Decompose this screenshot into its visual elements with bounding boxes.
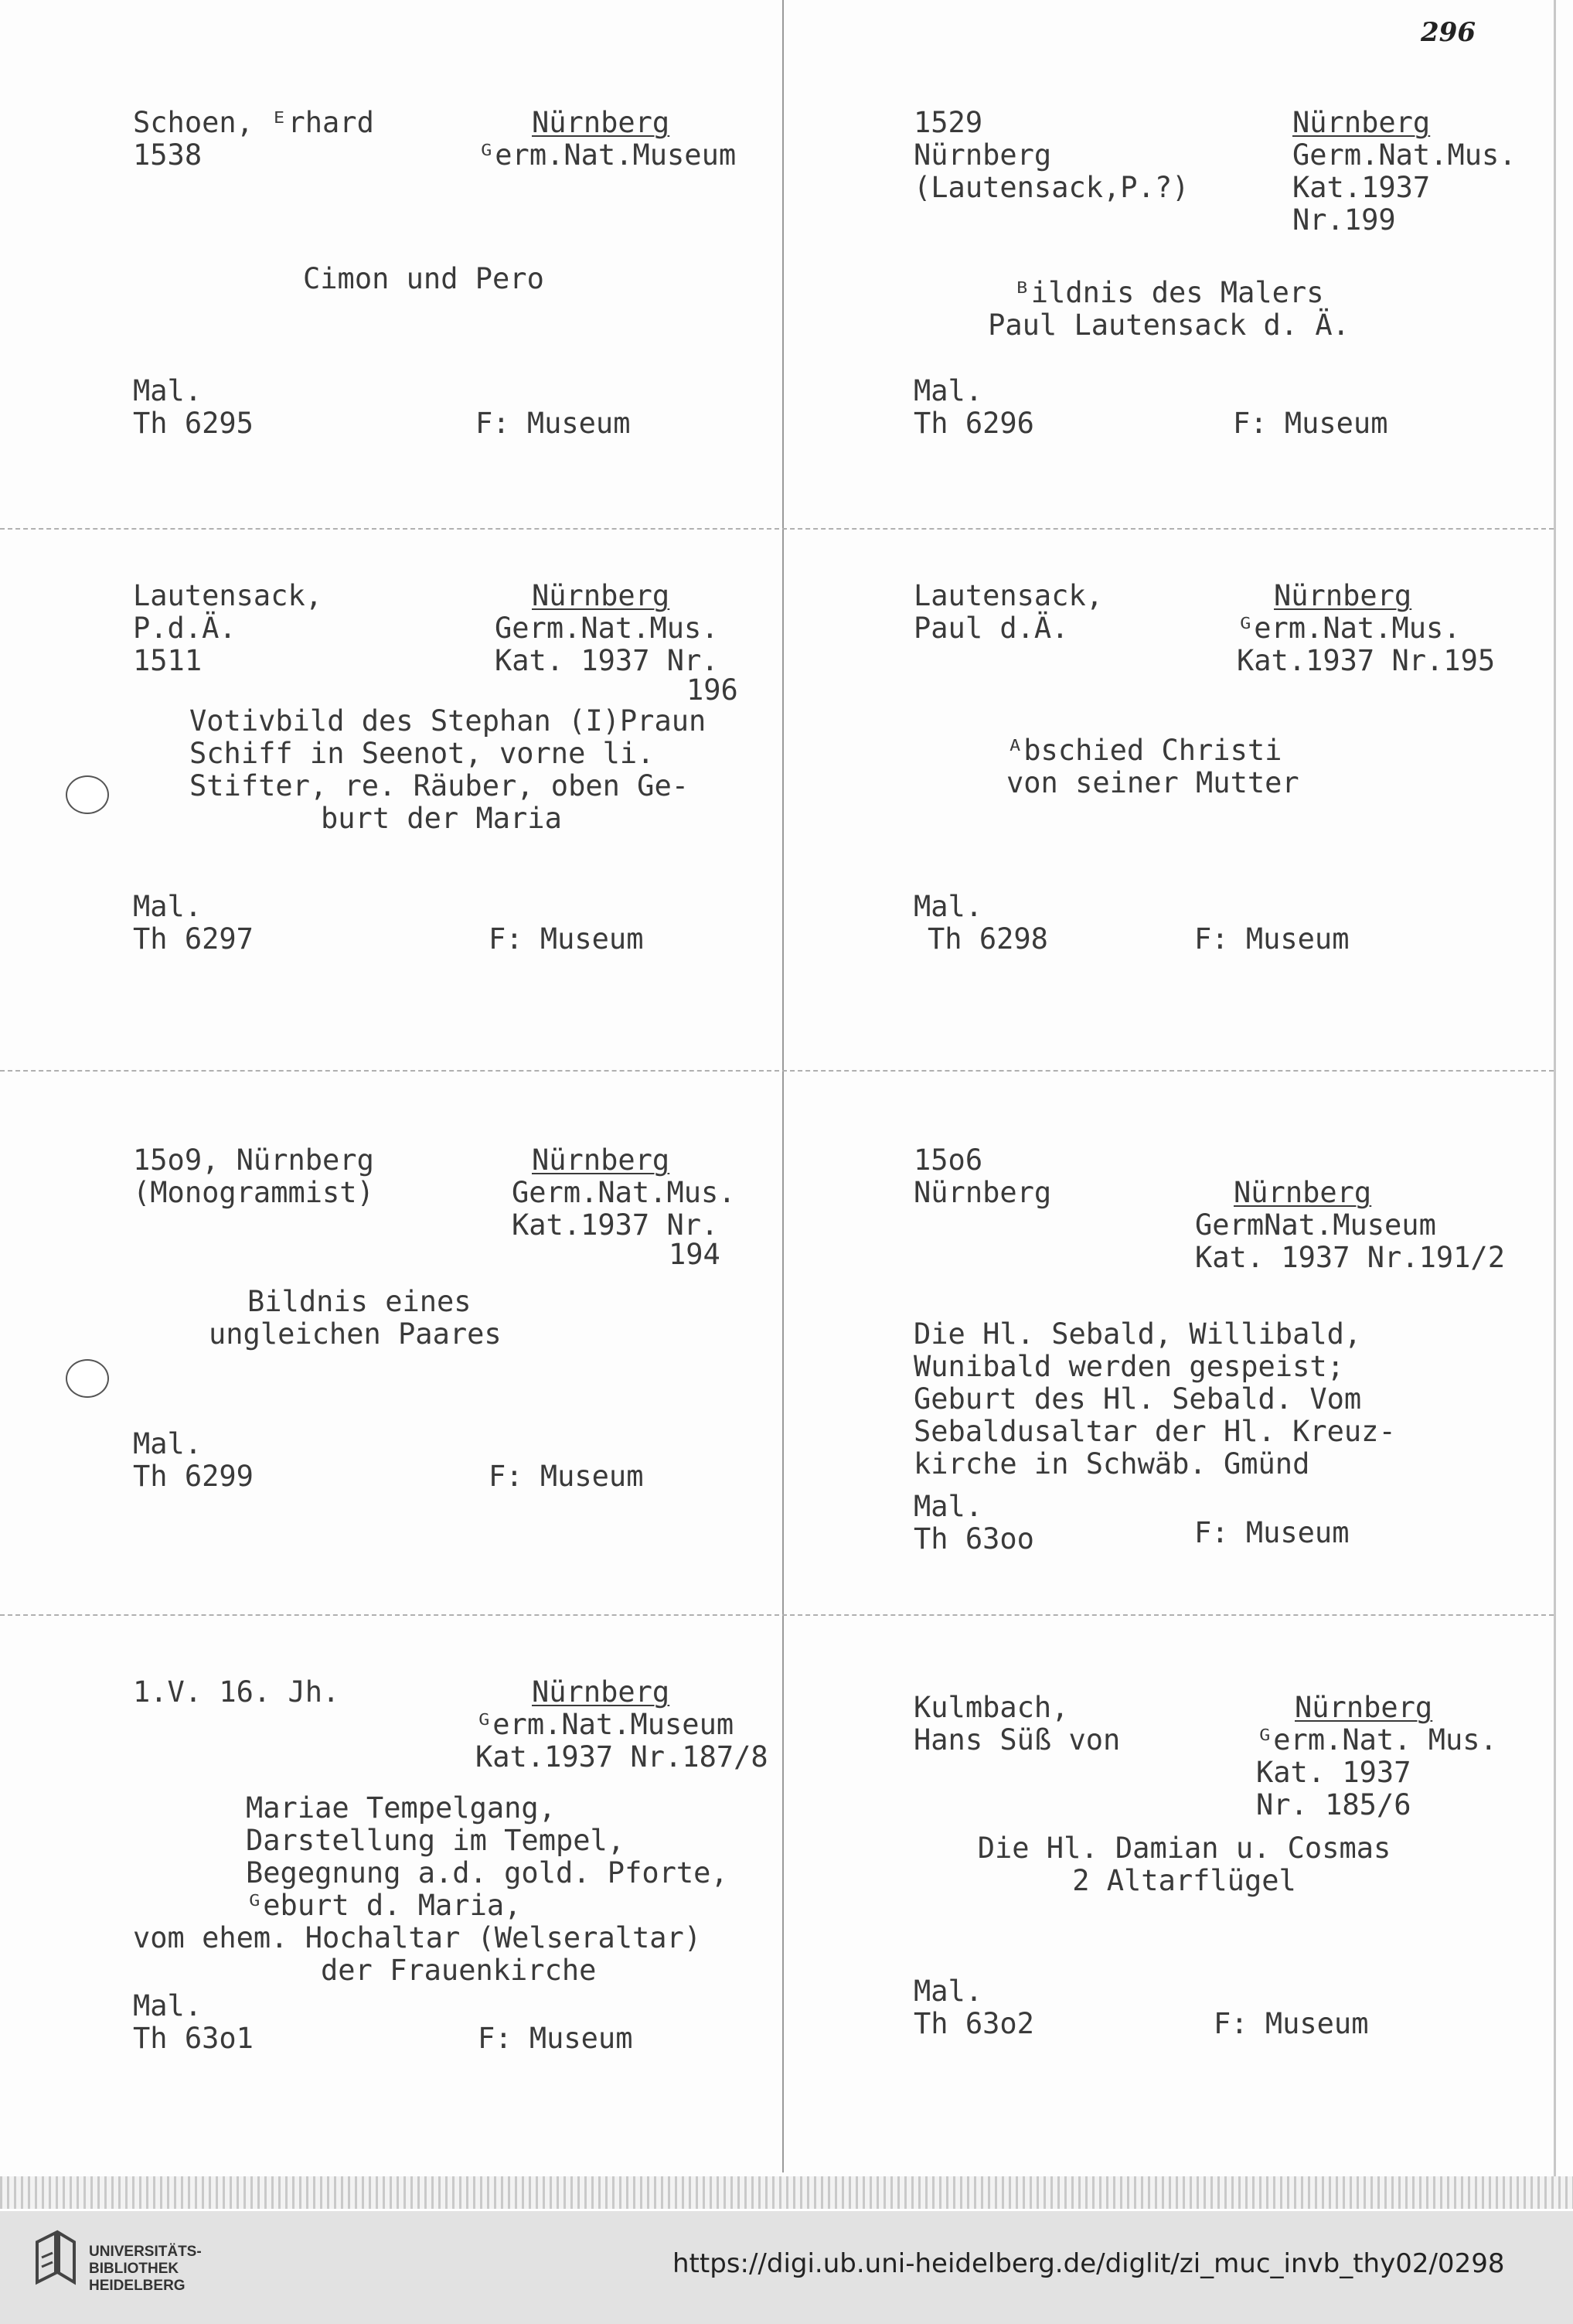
card-catalog-line: Kat. 1937 Nr.: [495, 644, 719, 677]
horizontal-card-divider: [0, 1070, 1554, 1072]
card-photo-source: F: Museum: [1214, 2007, 1369, 2040]
card-catalog-number: Nr.199: [1292, 203, 1396, 237]
card-artist-line: P.d.Ä.: [133, 612, 237, 645]
card-location-museum: Germ.Nat.Mus.: [1292, 138, 1517, 172]
sheet-right-edge: [1554, 0, 1556, 2188]
card-title: Cimon und Pero: [303, 262, 544, 295]
card-title: Mariae Tempelgang,: [246, 1791, 556, 1825]
card-catalog-line: Kat.1937 Nr.: [512, 1208, 719, 1242]
punch-hole-icon: [66, 1359, 109, 1398]
card-inventory-number: Th 6297: [133, 922, 254, 956]
card-photo-source: F: Museum: [489, 922, 644, 956]
card-inventory-number: Th 6296: [914, 407, 1034, 440]
card-artist-line: Lautensack,: [914, 579, 1104, 612]
card-inventory-number: Th 63o1: [133, 2022, 254, 2055]
horizontal-card-divider: [0, 1614, 1554, 1616]
card-title: ungleichen Paares: [209, 1317, 502, 1351]
card-genre: Mal.: [133, 890, 203, 923]
card-artist-line: (Monogrammist): [133, 1176, 374, 1209]
card-title: burt der Maria: [321, 802, 562, 835]
card-location-city: Nürnberg: [532, 106, 670, 139]
card-catalog-number: 196: [686, 673, 738, 707]
card-artist-line: Schoen, ᴱrhard: [133, 106, 374, 139]
card-catalog-year: Kat.1937: [1292, 171, 1431, 204]
scan-color-strip: [0, 2176, 1573, 2209]
card-date-line: 1529: [914, 106, 983, 139]
card-location-city: Nürnberg: [532, 1143, 670, 1177]
card-catalog-year: Kat. 1937: [1256, 1756, 1411, 1789]
card-title: Sebaldusaltar der Hl. Kreuz-: [914, 1415, 1396, 1448]
card-artist-line: Lautensack,: [133, 579, 323, 612]
card-photo-source: F: Museum: [1233, 407, 1388, 440]
card-date-line: 1511: [133, 644, 203, 677]
card-location-museum: Germ.Nat.Mus.: [512, 1176, 736, 1209]
card-place-line: Nürnberg: [914, 138, 1052, 172]
card-title: Votivbild des Stephan (I)Praun: [189, 704, 706, 738]
card-genre: Mal.: [914, 374, 983, 407]
card-location-city: Nürnberg: [1234, 1176, 1372, 1209]
horizontal-card-divider: [0, 528, 1554, 530]
card-title: ᴮildnis des Malers: [1013, 276, 1324, 309]
card-inventory-number: Th 6295: [133, 407, 254, 440]
card-date-line: 15o9, Nürnberg: [133, 1143, 374, 1177]
card-title: kirche in Schwäb. Gmünd: [914, 1447, 1310, 1481]
card-title: Paul Lautensack d. Ä.: [988, 308, 1350, 342]
library-name-line: HEIDELBERG: [89, 2278, 186, 2294]
card-catalog-number: Nr. 185/6: [1256, 1788, 1411, 1821]
card-photo-source: F: Museum: [1194, 1516, 1350, 1549]
card-catalog-number: 194: [669, 1238, 720, 1271]
card-title: Bildnis eines: [247, 1285, 472, 1318]
card-location-museum: ᴳerm.Nat. Mus.: [1256, 1723, 1497, 1757]
card-location-city: Nürnberg: [1295, 1691, 1433, 1724]
card-title: Die Hl. Damian u. Cosmas: [977, 1832, 1391, 1865]
card-place-line: Nürnberg: [914, 1176, 1052, 1209]
card-genre: Mal.: [914, 1490, 983, 1523]
punch-hole-icon: [66, 775, 109, 814]
card-title: Wunibald werden gespeist;: [914, 1350, 1344, 1383]
library-footer: [0, 2211, 1573, 2324]
card-inventory-number: Th 63o2: [914, 2007, 1034, 2040]
card-artist-line: Kulmbach,: [914, 1691, 1069, 1724]
card-location-city: Nürnberg: [532, 579, 670, 612]
library-name-line: UNIVERSITÄTS-: [89, 2244, 202, 2260]
card-title: Geburt des Hl. Sebald. Vom: [914, 1382, 1362, 1416]
card-title: 2 Altarflügel: [1072, 1864, 1296, 1897]
card-location-city: Nürnberg: [1274, 579, 1412, 612]
card-location-museum: Germ.Nat.Mus.: [495, 612, 719, 645]
card-genre: Mal.: [133, 1989, 203, 2022]
card-title: Die Hl. Sebald, Willibald,: [914, 1317, 1362, 1351]
card-catalog-line: Kat. 1937 Nr.191/2: [1195, 1241, 1505, 1274]
card-artist-line: Hans Süß von: [914, 1723, 1121, 1757]
card-photo-source: F: Museum: [489, 1460, 644, 1493]
card-artist-line: Paul d.Ä.: [914, 612, 1069, 645]
card-genre: Mal.: [914, 890, 983, 923]
card-date-line: 1.V. 16. Jh.: [133, 1675, 340, 1709]
card-title: vom ehem. Hochaltar (Welseraltar): [133, 1921, 702, 1954]
card-location-museum: ᴳerm.Nat.Museum: [475, 1708, 734, 1741]
card-title: Schiff in Seenot, vorne li.: [189, 737, 655, 770]
card-location-museum: ᴳerm.Nat.Museum: [478, 138, 737, 172]
card-location-city: Nürnberg: [1292, 106, 1431, 139]
card-genre: Mal.: [133, 1427, 203, 1460]
card-title: ᴬbschied Christi: [1006, 734, 1282, 767]
card-genre: Mal.: [133, 374, 203, 407]
card-title: ᴳeburt d. Maria,: [246, 1889, 522, 1922]
handwritten-page-number: 296: [1421, 17, 1476, 48]
vertical-card-divider: [782, 0, 784, 2172]
library-name: [89, 2244, 202, 2295]
card-inventory-number: Th 6298: [928, 922, 1048, 956]
card-catalog-line: Kat.1937 Nr.187/8: [475, 1740, 768, 1774]
card-photo-source: F: Museum: [478, 2022, 633, 2055]
card-catalog-line: Kat.1937 Nr.195: [1237, 644, 1496, 677]
card-inventory-number: Th 6299: [133, 1460, 254, 1493]
card-title: von seiner Mutter: [1006, 766, 1299, 799]
card-artist-line: (Lautensack,P.?): [914, 171, 1190, 204]
card-date-line: 1538: [133, 138, 203, 172]
card-location-city: Nürnberg: [532, 1675, 670, 1709]
card-location-museum: GermNat.Museum: [1195, 1208, 1436, 1242]
library-logo-icon: [31, 2227, 77, 2304]
library-name-line: BIBLIOTHEK: [89, 2261, 179, 2277]
card-photo-source: F: Museum: [1194, 922, 1350, 956]
card-date-line: 15o6: [914, 1143, 983, 1177]
card-location-museum: ᴳerm.Nat.Mus.: [1237, 612, 1461, 645]
card-inventory-number: Th 63oo: [914, 1522, 1034, 1556]
card-title: Stifter, re. Räuber, oben Ge-: [189, 769, 689, 802]
card-photo-source: F: Museum: [475, 407, 631, 440]
card-title: Darstellung im Tempel,: [246, 1824, 625, 1857]
card-title: Begegnung a.d. gold. Pforte,: [246, 1856, 728, 1890]
card-genre: Mal.: [914, 1975, 983, 2008]
card-title: der Frauenkirche: [321, 1954, 597, 1987]
document-url-link[interactable]: https://digi.ub.uni-heidelberg.de/diglit/zi_muc_invb_thy02/0298: [672, 2248, 1505, 2279]
